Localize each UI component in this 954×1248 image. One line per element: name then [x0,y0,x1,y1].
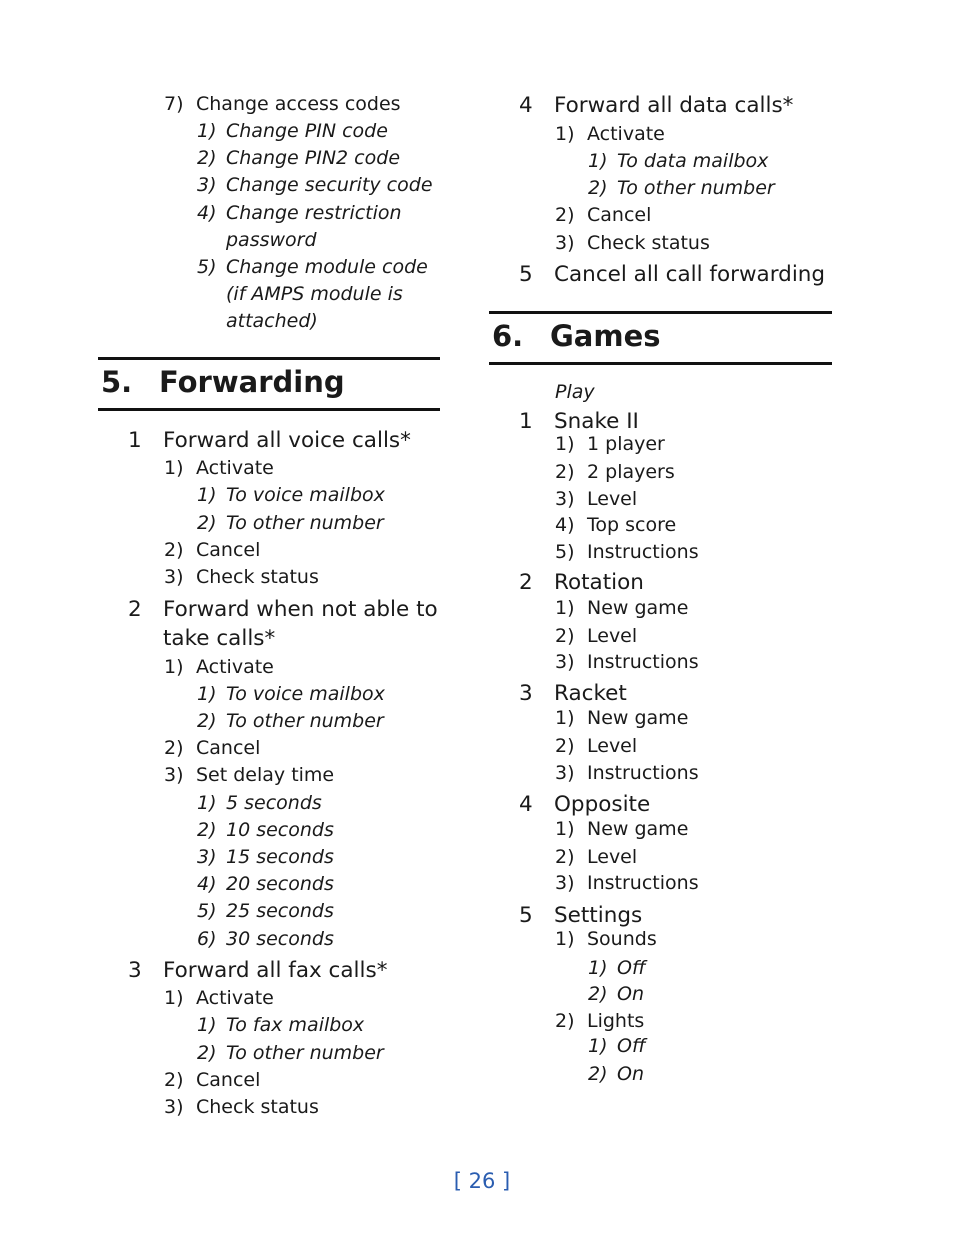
item-text: Change PIN code [226,120,388,142]
item-text: Set delay time [196,764,335,786]
item-number: 1) [164,656,184,678]
item-number: 2) [164,539,184,561]
item-number: 1) [555,597,575,619]
item-number: 1) [164,987,184,1009]
item-number: 4 [519,93,533,118]
item-number: 1) [555,433,575,455]
item-text: New game [587,818,689,840]
item-text: To other number [617,177,775,199]
item-number: 2) [555,204,575,226]
section-number: 5. [101,365,133,399]
item-number: 1) [197,120,217,142]
item-text: 15 seconds [226,846,334,868]
item-text: Rotation [554,570,644,595]
item-number: 3) [164,764,184,786]
item-text: Check status [196,1096,319,1118]
item-text: 25 seconds [226,900,334,922]
item-text: Activate [196,987,274,1009]
item-text: 5 seconds [226,792,322,814]
item-number: 1) [164,457,184,479]
item-number: 5 [519,262,533,287]
item-text: Instructions [587,651,699,673]
item-number: 3) [555,762,575,784]
item-number: 1) [197,484,217,506]
item-number: 4) [197,873,217,895]
item-number: 2) [197,819,217,841]
item-number: 3) [555,232,575,254]
item-number: 5) [197,900,217,922]
item-text: To fax mailbox [226,1014,365,1036]
item-number: 2) [197,710,217,732]
item-text: On [617,1063,644,1085]
item-number: 2) [164,737,184,759]
item-text: On [617,983,644,1005]
item-number: 1 [519,409,533,434]
item-number: 3) [555,651,575,673]
item-number: 5) [197,256,217,278]
item-number: 1) [588,150,608,172]
item-number: 4) [197,202,217,224]
item-text: attached) [226,310,318,332]
item-text: Sounds [587,928,657,950]
item-number: 2) [555,735,575,757]
item-text: To data mailbox [617,150,769,172]
item-number: 2) [164,1069,184,1091]
item-number: 2) [197,512,217,534]
item-number: 3 [519,681,533,706]
item-text: 30 seconds [226,928,334,950]
item-text: Cancel [196,1069,261,1091]
item-number: 2 [128,597,142,622]
item-text: 2 players [587,461,675,483]
item-number: 2) [555,846,575,868]
item-number: 3) [555,488,575,510]
item-text: To other number [226,710,384,732]
item-text: Activate [196,457,274,479]
item-text: To voice mailbox [226,683,385,705]
item-number: 2) [588,983,608,1005]
item-text: Check status [587,232,710,254]
item-text: Off [617,1035,646,1057]
item-number: 1) [588,1035,608,1057]
item-number: 7) [164,93,184,115]
item-number: 2) [555,1010,575,1032]
item-text: Cancel all call forwarding [554,262,826,287]
item-text: Off [617,957,646,979]
item-text: Opposite [554,792,651,817]
section-number: 6. [492,319,524,353]
item-number: 1) [555,818,575,840]
item-text: password [226,229,317,251]
item-text: Instructions [587,762,699,784]
item-number: 5 [519,903,533,928]
item-text: Cancel [587,204,652,226]
page-number: [ 26 ] [453,1169,511,1193]
item-text: Lights [587,1010,645,1032]
item-number: 1) [197,1014,217,1036]
item-text: Change PIN2 code [226,147,401,169]
item-number: 3) [164,566,184,588]
item-text: take calls* [163,626,276,651]
item-number: 1) [197,683,217,705]
item-number: 2 [519,570,533,595]
item-number: 2) [197,1042,217,1064]
item-number: 1) [555,707,575,729]
item-text: 1 player [587,433,665,455]
section-heading-games [489,311,832,365]
item-number: 2) [555,461,575,483]
item-text: New game [587,597,689,619]
item-number: 2) [588,1063,608,1085]
item-number: 5) [555,541,575,563]
item-text: Top score [587,514,677,536]
item-number: 6) [197,928,217,950]
item-text: Forward all data calls* [554,93,794,118]
item-text: Change module code [226,256,428,278]
item-number: 3) [164,1096,184,1118]
item-text: Instructions [587,872,699,894]
item-text: To other number [226,512,384,534]
item-text: Forward all voice calls* [163,428,411,453]
item-text: Snake II [554,409,639,434]
item-text: Level [587,735,638,757]
section-title: Games [550,319,661,353]
item-text: Cancel [196,737,261,759]
item-number: 1 [128,428,142,453]
item-number: 3) [555,872,575,894]
item-text: Level [587,488,638,510]
item-number: 1) [555,928,575,950]
item-text: Settings [554,903,643,928]
item-text: 20 seconds [226,873,334,895]
item-text: (if AMPS module is [226,283,403,305]
item-text: To other number [226,1042,384,1064]
item-number: 1) [197,792,217,814]
section-title: Forwarding [159,365,345,399]
item-text: 10 seconds [226,819,334,841]
item-text: Forward all fax calls* [163,958,388,983]
item-text: Change security code [226,174,433,196]
item-text: Level [587,846,638,868]
item-number: 2) [555,625,575,647]
item-number: 4) [555,514,575,536]
item-number: 4 [519,792,533,817]
item-text: Change access codes [196,93,401,115]
item-text: New game [587,707,689,729]
item-text: Activate [587,123,665,145]
item-number: 1) [555,123,575,145]
item-text: Racket [554,681,627,706]
item-text: Cancel [196,539,261,561]
item-number: 1) [588,957,608,979]
item-number: 3 [128,958,142,983]
item-number: 3) [197,846,217,868]
item-text: To voice mailbox [226,484,385,506]
section-heading-forwarding [98,357,440,411]
item-number: 2) [197,147,217,169]
item-text: Level [587,625,638,647]
item-text: Forward when not able to [163,597,438,622]
item-text: Activate [196,656,274,678]
item-number: 2) [588,177,608,199]
item-text: Check status [196,566,319,588]
item-text: Instructions [587,541,699,563]
item-number: 3) [197,174,217,196]
item-text: Change restriction [226,202,402,224]
item-text: Play [555,381,595,403]
